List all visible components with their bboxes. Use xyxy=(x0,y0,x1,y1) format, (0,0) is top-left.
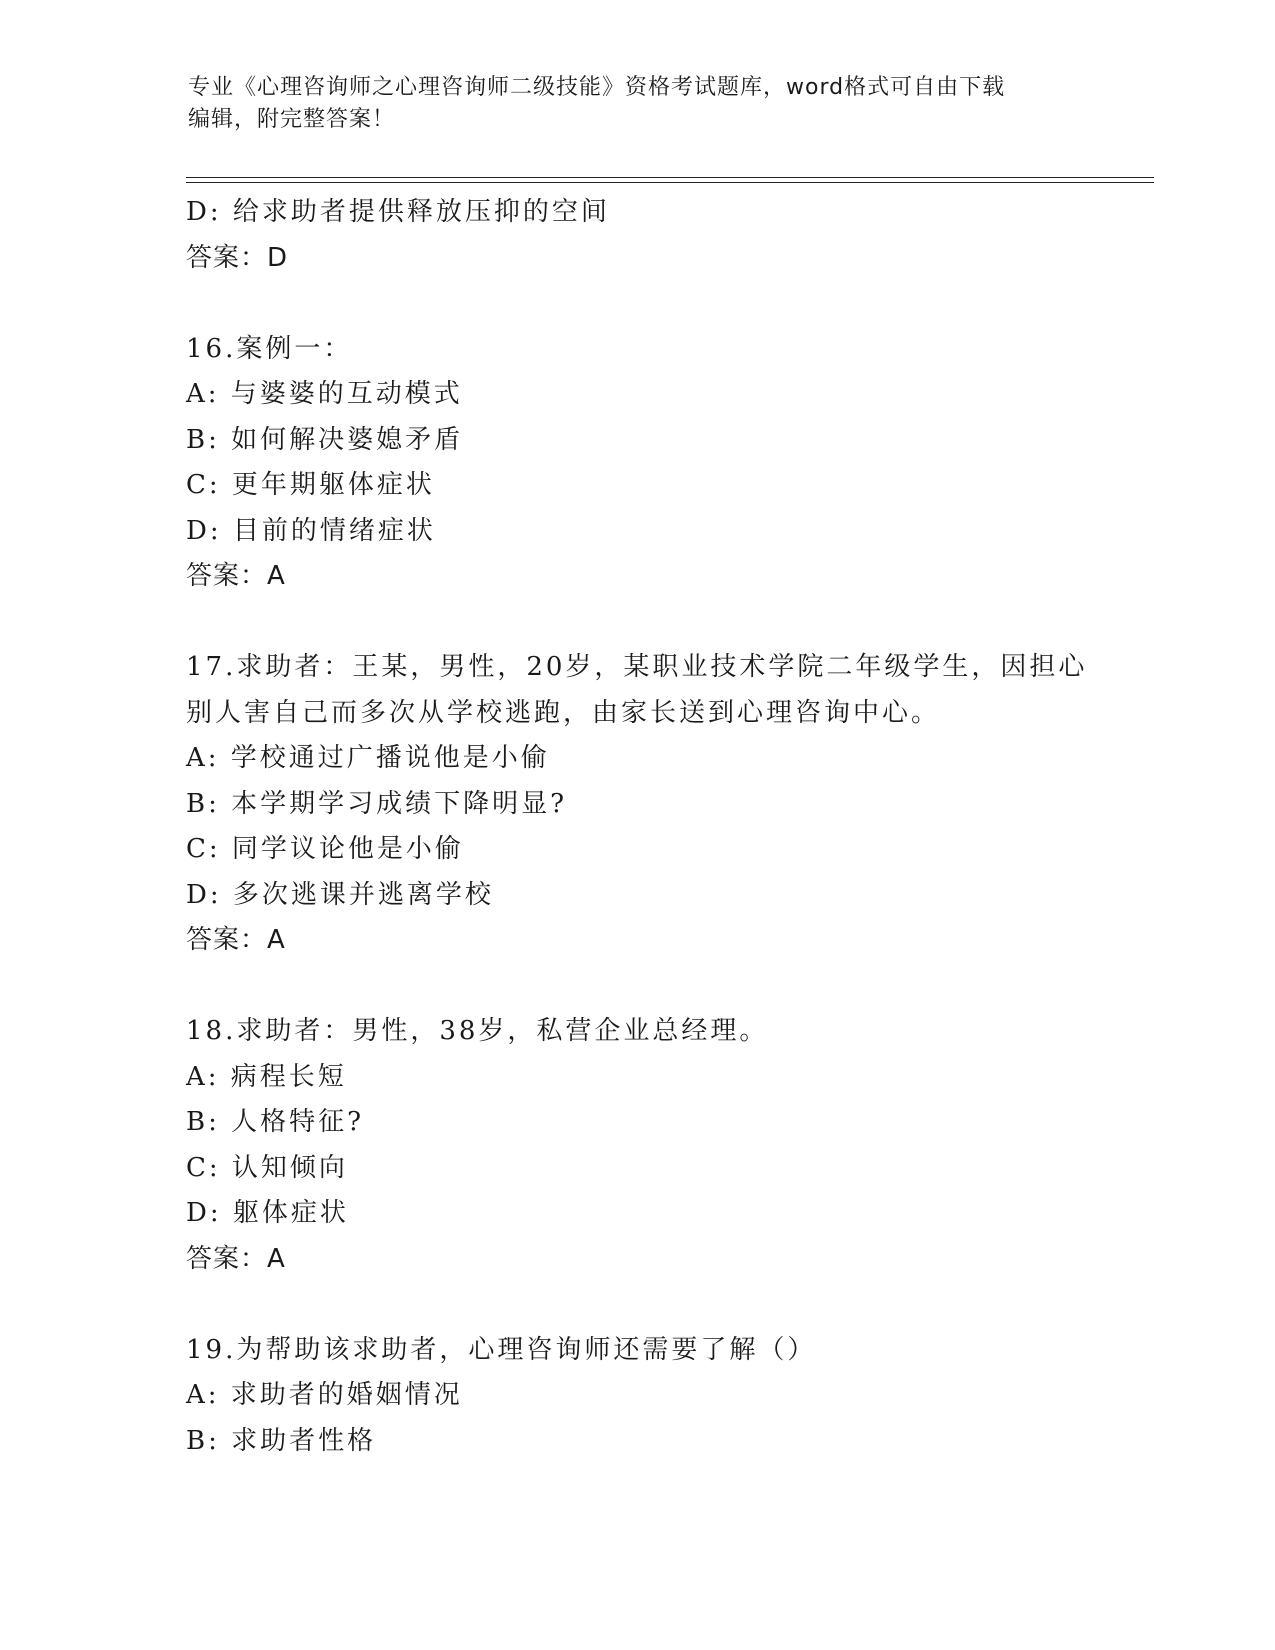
carryover-answer: 答案：D xyxy=(186,242,289,273)
option-a: A: 病程长短 xyxy=(186,1061,347,1092)
question-list xyxy=(186,190,1086,1464)
option-c: C: 更年期躯体症状 xyxy=(186,470,435,500)
option-c: C: 认知倾向 xyxy=(186,1152,348,1183)
option-b: B: 本学期学习成绩下降明显? xyxy=(186,788,568,819)
option-a: A: 求助者的婚姻情况 xyxy=(186,1380,463,1410)
question-stem: 16.案例一： xyxy=(186,333,353,364)
option-d: D: 目前的情绪症状 xyxy=(186,515,436,546)
question-stem: 18.求助者：男性，38岁，私营企业总经理。 xyxy=(186,1016,769,1046)
question-stem: 19.为帮助该求助者，心理咨询师还需要了解（） xyxy=(186,1334,817,1365)
answer: 答案：A xyxy=(186,1243,286,1274)
option-b: B: 求助者性格 xyxy=(186,1425,377,1456)
question-17 xyxy=(186,645,1086,964)
option-c: C: 同学议论他是小偷 xyxy=(186,834,464,864)
option-d: D: 多次逃课并逃离学校 xyxy=(186,879,494,910)
option-b: B: 如何解决婆媳矛盾 xyxy=(186,424,464,455)
answer: 答案：A xyxy=(186,561,286,591)
question-16 xyxy=(186,327,1086,600)
question-18 xyxy=(186,1009,1086,1282)
header-divider-top xyxy=(186,177,1154,178)
question-stem-line-1: 17.求助者：王某，男性，20岁，某职业技术学院二年级学生，因担心 xyxy=(186,652,1088,682)
header-line-1: 专业《心理咨询师之心理咨询师二级技能》资格考试题库，word格式可自由下载 xyxy=(188,75,1006,100)
header-divider-bottom xyxy=(186,182,1154,183)
option-d: D: 躯体症状 xyxy=(186,1198,349,1228)
option-a: A: 与婆婆的互动模式 xyxy=(186,379,463,409)
option-b: B: 人格特征? xyxy=(186,1107,365,1137)
document-header xyxy=(188,72,1068,136)
option-a: A: 学校通过广播说他是小偷 xyxy=(186,743,550,773)
carryover-option-d: D: 给求助者提供释放压抑的空间 xyxy=(186,197,610,227)
question-stem-line-2: 别人害自己而多次从学校逃跑，由家长送到心理咨询中心。 xyxy=(186,697,941,728)
header-line-2: 编辑，附完整答案！ xyxy=(188,107,396,132)
answer: 答案：A xyxy=(186,925,286,955)
question-19 xyxy=(186,1328,1086,1465)
